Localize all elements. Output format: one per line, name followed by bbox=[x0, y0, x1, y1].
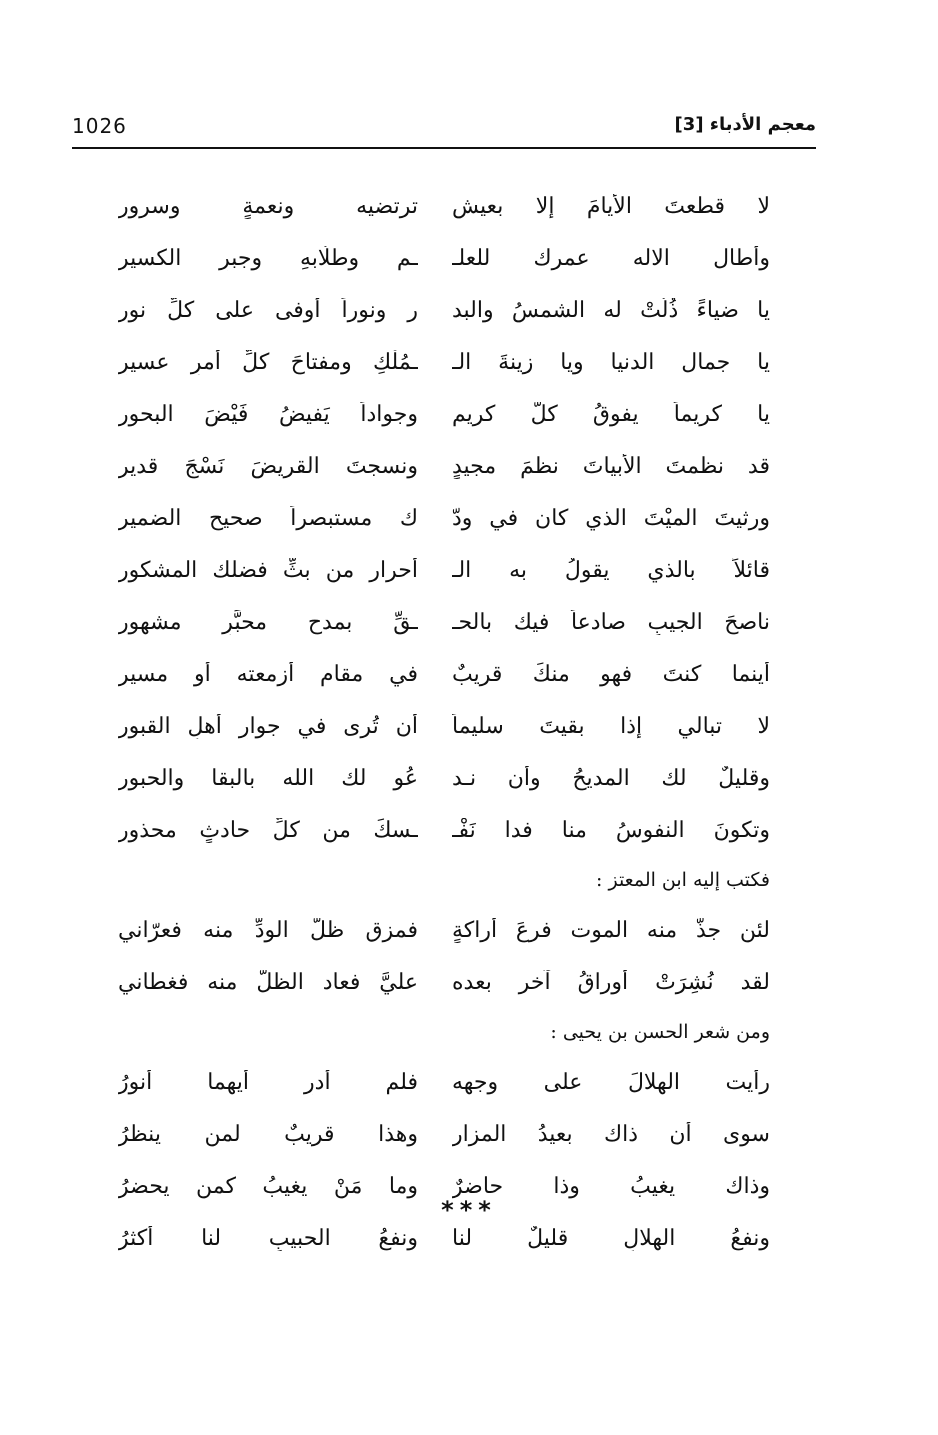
second-hemistich: ر ونوراً أوفى على كلِّ نورِ bbox=[118, 297, 418, 323]
verse bbox=[118, 440, 770, 492]
second-hemistich: في مقامٍ أزمعته أو مسيرِ bbox=[118, 661, 418, 687]
first-hemistich: لا تبالي إذا بقيتَ سليماً bbox=[452, 713, 770, 739]
first-hemistich: ونفعُ الهلالِ قليلٌ لنا bbox=[452, 1225, 770, 1251]
first-hemistich: ناصحَ الجيبِ صادعاً فيك بالحـ bbox=[452, 609, 770, 635]
section-ornament: *** bbox=[441, 1196, 497, 1224]
verse bbox=[118, 180, 770, 232]
second-hemistich: أن تُرى في جوارِ أهلِ القبورِ bbox=[118, 713, 418, 739]
header-divider bbox=[72, 147, 816, 149]
first-hemistich: أينما كنتَ فهو منكَ قريبٌ bbox=[452, 661, 770, 687]
page-header bbox=[72, 112, 816, 144]
second-hemistich: عُو لك الله بالبقا والحبورِ bbox=[118, 765, 418, 791]
first-hemistich: وذاك يغيبُ وذا حاضرٌ bbox=[452, 1173, 770, 1199]
first-hemistich: لا قطعتَ الأيامَ إلا بعيشٍ bbox=[452, 193, 770, 219]
first-hemistich: رأيت الهلالَ على وجهه bbox=[452, 1069, 770, 1095]
page-number: 1026 bbox=[72, 114, 127, 138]
first-hemistich: ورثيتَ الميْتَ الذي كان في ودّ bbox=[452, 505, 770, 531]
second-hemistich: ونفعُ الحبيبِ لنا أكثرُ bbox=[118, 1225, 418, 1251]
first-hemistich: وتكونَ النفوسُ منا فدا نَفْـ bbox=[452, 817, 770, 843]
second-hemistich: ك مستبصراً صحيح الضميرِ bbox=[118, 505, 418, 531]
running-title: معجم الأدباء [3] bbox=[674, 114, 816, 135]
verse bbox=[118, 544, 770, 596]
second-hemistich: ـم وطلّابهِ وجبرِ الكسيرِ bbox=[118, 245, 418, 271]
verse bbox=[118, 232, 770, 284]
second-hemistich: فمزق ظلَّ الودِّ منه فعرّاني bbox=[118, 917, 418, 943]
verse bbox=[118, 336, 770, 388]
page-body bbox=[118, 180, 770, 1264]
poem-3 bbox=[118, 1056, 770, 1264]
verse bbox=[118, 1056, 770, 1108]
verse bbox=[118, 492, 770, 544]
first-hemistich: لئن جذَّ منه الموت فرعَ أراكةٍ bbox=[452, 917, 770, 943]
second-hemistich: أحرار من بثِّ فضلك المشكورِ bbox=[118, 557, 418, 583]
verse bbox=[118, 804, 770, 856]
poem-1 bbox=[118, 180, 770, 856]
second-hemistich: وهذا قريبٌ لمن ينظرُ bbox=[118, 1121, 418, 1147]
first-hemistich: قد نظمتَ الأبياتَ نظمَ مجيدٍ bbox=[452, 453, 770, 479]
verse bbox=[118, 648, 770, 700]
verse bbox=[118, 700, 770, 752]
first-hemistich: يا جمال الدنيا ويا زينةَ الـ bbox=[452, 349, 770, 375]
first-hemistich: يا كريماً يفوقُ كلَّ كريمٍ bbox=[452, 401, 770, 427]
first-hemistich: سوى أن ذاك بعيدُ المزارِ bbox=[452, 1121, 770, 1147]
verse bbox=[118, 752, 770, 804]
intro-line: فكتب إليه ابن المعتز : bbox=[596, 869, 770, 891]
second-hemistich: عليَّ فعاد الظلُّ منه فغطاني bbox=[118, 969, 418, 995]
second-hemistich: وما مَنْ يغيبُ كمن يحضرُ bbox=[118, 1173, 418, 1199]
intro-line: ومن شعر الحسن بن يحيى : bbox=[550, 1021, 770, 1043]
first-hemistich: وقليلٌ لك المديحُ وأن نـد bbox=[452, 765, 770, 791]
verse bbox=[118, 596, 770, 648]
second-hemistich: ونسجتَ القريضَ نَسْجَ قديرِ bbox=[118, 453, 418, 479]
first-hemistich: لقد نُشِرَتْ أوراقُ آخر بعده bbox=[452, 969, 770, 995]
first-hemistich: قائلاً بالذي يقولُ به الـ bbox=[452, 557, 770, 583]
second-hemistich: ـسكَ من كلِّ حادثٍ محذورِ bbox=[118, 817, 418, 843]
verse bbox=[118, 956, 770, 1008]
first-hemistich: يا ضياءً ذُلّتْ له الشمسُ والبد bbox=[452, 297, 770, 323]
verse bbox=[118, 388, 770, 440]
verse bbox=[118, 1108, 770, 1160]
second-hemistich: ـمُلْكِ ومفتاحَ كلِّ أمرٍ عسيرِ bbox=[118, 349, 418, 375]
second-hemistich: وجواداً يَفيضُ فَيْضَ البحورِ bbox=[118, 401, 418, 427]
second-hemistich: ترتضيه ونعمةٍ وسرورِ bbox=[118, 193, 418, 219]
verse bbox=[118, 904, 770, 956]
poem-2 bbox=[118, 904, 770, 1008]
verse bbox=[118, 284, 770, 336]
second-hemistich: فلم أدرِ أيهما أنورُ bbox=[118, 1069, 418, 1095]
first-hemistich: وأطال الاله عمرك للعلـ bbox=[452, 245, 770, 271]
second-hemistich: ـقِّ بمدحٍ محبَّرٍ مشهورِ bbox=[118, 609, 418, 635]
